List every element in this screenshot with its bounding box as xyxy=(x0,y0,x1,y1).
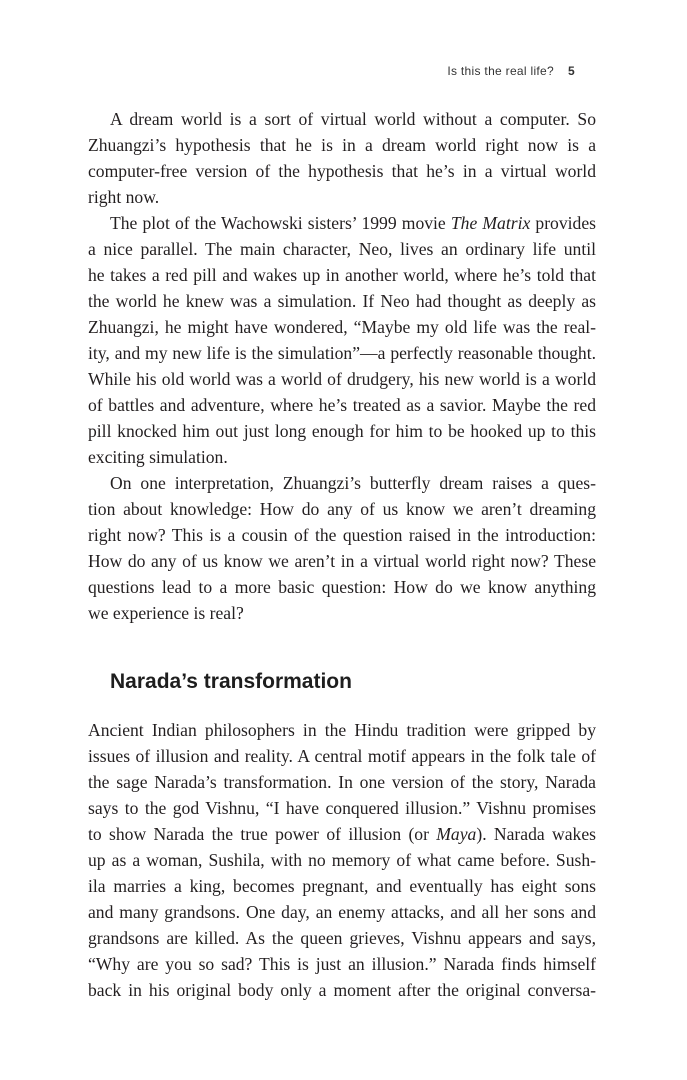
text-run: provides xyxy=(530,213,596,233)
text-line: A dream world is a sort of virtual world without a computer. So xyxy=(110,109,596,129)
text-line: How do any of us know we aren’t in a virtual world right now? These xyxy=(88,551,596,571)
text-line: and many grandsons. One day, an enemy attacks, and all her sons and xyxy=(88,902,596,922)
text-line: says to the god Vishnu, “I have conquered illusion.” Vishnu promises xyxy=(88,798,596,818)
text-line: ity, and my new life is the simulation”—a perfectly reasonable thought. xyxy=(88,343,596,363)
text-line: right now. xyxy=(88,187,160,207)
text-line: computer-free version of the hypothesis that he’s in a virtual world xyxy=(88,161,596,181)
text-line: up as a woman, Sushila, with no memory of what came before. Sush- xyxy=(88,850,596,870)
text-line: we experience is real? xyxy=(88,603,244,623)
text-run: The plot of the Wachowski sisters’ 1999 movie xyxy=(110,213,451,233)
text-line: the sage Narada’s transformation. In one version of the story, Narada xyxy=(88,772,596,792)
text-line: Zhuangzi, he might have wondered, “Maybe my old life was the real- xyxy=(88,317,596,337)
page-number: 5 xyxy=(568,64,575,78)
text-line: tion about knowledge: How do any of us know we aren’t dreaming xyxy=(88,499,596,519)
text-line: grandsons are killed. As the queen grieves, Vishnu appears and says, xyxy=(88,928,596,948)
running-header xyxy=(447,64,575,78)
text-line: ila marries a king, becomes pregnant, and eventually has eight sons xyxy=(88,876,596,896)
text-run: ). Narada wakes xyxy=(476,824,596,844)
text-line: back in his original body only a moment after the original conversa- xyxy=(88,980,596,1000)
text-line: issues of illusion and reality. A central motif appears in the folk tale of xyxy=(88,746,596,766)
text-line: a nice parallel. The main character, Neo, lives an ordinary life until xyxy=(88,239,596,259)
text-line: questions lead to a more basic question: How do we know anything xyxy=(88,577,596,597)
text-line: Ancient Indian philosophers in the Hindu tradition were gripped by xyxy=(88,720,596,740)
text-line: Zhuangzi’s hypothesis that he is in a dream world right now is a xyxy=(88,135,596,155)
text-line: the world he knew was a simulation. If Neo had thought as deeply as xyxy=(88,291,596,311)
movie-title-italic: The Matrix xyxy=(450,213,531,233)
running-header-title: Is this the real life? xyxy=(447,64,555,78)
maya-italic: Maya xyxy=(436,824,477,844)
text-line: of battles and adventure, where he’s treated as a savior. Maybe the red xyxy=(88,395,596,415)
section-heading: Narada’s transformation xyxy=(110,670,352,693)
text-line: On one interpretation, Zhuangzi’s butterfly dream raises a ques- xyxy=(110,473,596,493)
text-line: exciting simulation. xyxy=(88,447,228,467)
text-run: to show Narada the true power of illusion (or xyxy=(88,824,437,844)
text-line: right now? This is a cousin of the question raised in the introduction: xyxy=(88,525,596,545)
text-line: pill knocked him out just long enough for him to be hooked up to this xyxy=(88,421,596,441)
text-line xyxy=(110,210,596,236)
text-line: he takes a red pill and wakes up in another world, where he’s told that xyxy=(88,265,596,285)
text-line: While his old world was a world of drudgery, his new world is a world xyxy=(88,369,596,389)
text-line: “Why are you so sad? This is just an illusion.” Narada finds himself xyxy=(88,954,596,974)
text-line xyxy=(88,821,596,847)
